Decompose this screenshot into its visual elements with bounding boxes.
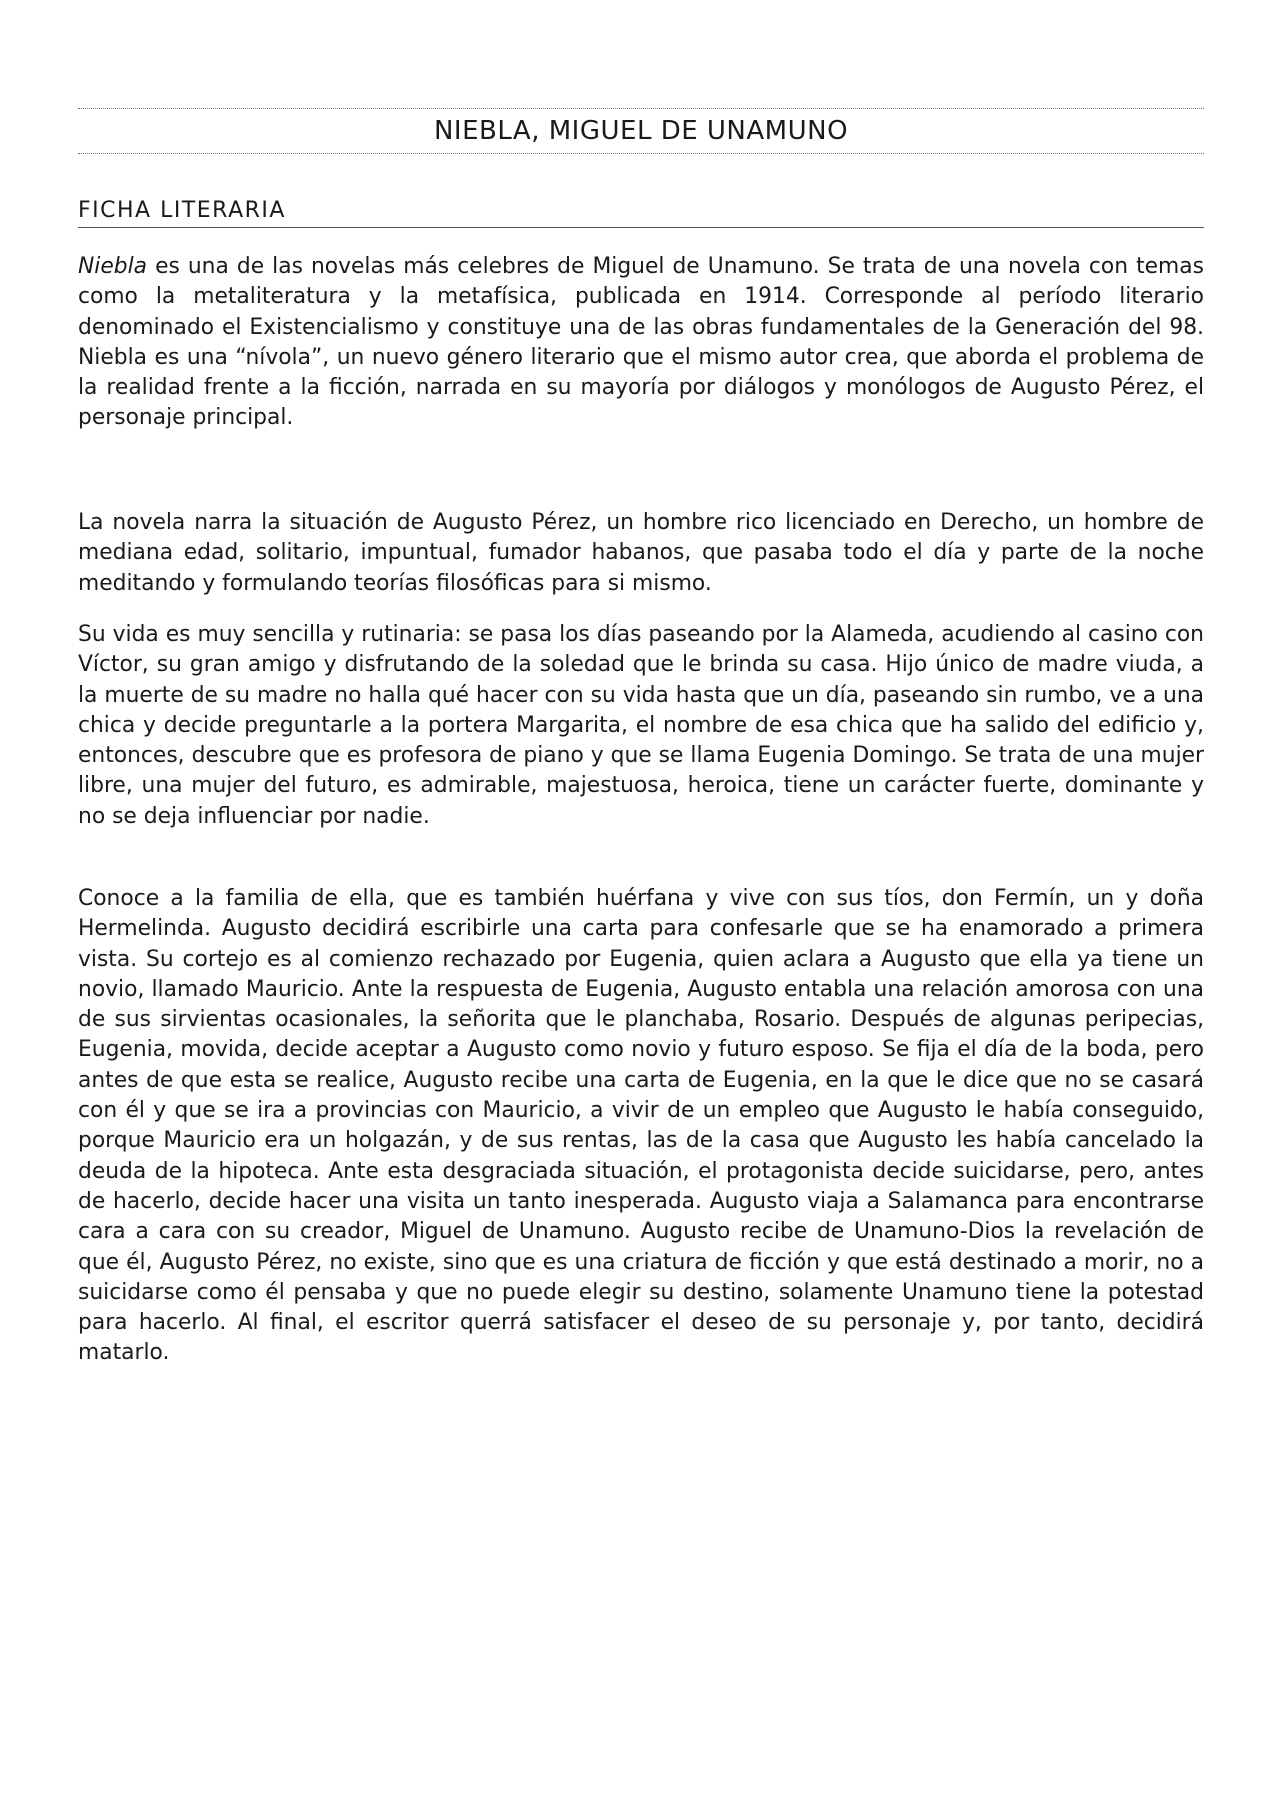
paragraph-plot: Conoce a la familia de ella, que es también huérfana y vive con sus tíos, don Fermín, un y doña Hermelinda. Augusto decidirá escribirle una carta para confesarle que se ha enamorado a primera vista. Su cortejo es al comienzo rechazado por Eugenia, quien aclara a Augusto que ella ya tiene un novio, llamado Mauricio. Ante la respuesta de Eugenia, Augusto entabla una relación amorosa con una de sus sirvientas ocasionales, la señorita que le planchaba, Rosario. Después de algunas peripecias, Eugenia, movida, decide aceptar a Augusto como novio y futuro esposo. Se fija el día de la boda, pero antes de que esta se realice, Augusto recibe una carta de Eugenia, en la que le dice que no se casará con él y que se ira a provincias con Mauricio, a vivir de un empleo que Augusto le había conseguido, porque Mauricio era un holgazán, y de sus rentas, las de la casa que Augusto les había cancelado la deuda de la hipoteca. Ante esta desgraciada situación, el protagonista decide suicidarse, pero, antes de hacerlo, decide hacer una visita un tanto inesperada. Augusto viaja a Salamanca para encontrarse cara a cara con su creador, Miguel de Unamuno. Augusto recibe de Unamuno-Dios la revelación de que él, Augusto Pérez, no existe, sino que es una criatura de ficción y que está destinado a morir, no a suicidarse como él pensaba y que no puede elegir su destino, solamente Unamuno tiene la potestad para hacerlo. Al final, el escritor querrá satisfacer el deseo de su personaje y, por tanto, decidirá matarlo. (78, 886, 1204, 1366)
title-block (78, 108, 1204, 154)
paragraph-intro (78, 252, 1204, 434)
paragraph-intro-text: es una de las novelas más celebres de Miguel de Unamuno. Se trata de una novela con temas como la metaliteratura y la metafísica, publicada en 1914. Corresponde al período literario denominado el Existencialismo y constituye una de las obras fundamentales de la Generación del 98. Niebla es una “nívola”, un nuevo género literario que el mismo autor crea, que aborda el problema de la realidad frente a la ficción, narrada en su mayoría por diálogos y monólogos de Augusto Pérez, el personaje principal. (78, 254, 1204, 431)
book-title-italic: Niebla (78, 254, 148, 279)
paragraph-summary: La novela narra la situación de Augusto Pérez, un hombre rico licenciado en Derecho, un hombre de mediana edad, solitario, impuntual, fumador habanos, que pasaba todo el día y parte de la noche meditando y formulando teorías filosóficas para si mismo. (78, 510, 1204, 596)
document-title: NIEBLA, MIGUEL DE UNAMUNO (433, 116, 849, 146)
section-heading: FICHA LITERARIA (78, 197, 1204, 228)
paragraph-routine: Su vida es muy sencilla y rutinaria: se pasa los días paseando por la Alameda, acudiendo al casino con Víctor, su gran amigo y disfrutando de la soledad que le brinda su casa. Hijo único de madre viuda, a la muerte de su madre no halla qué hacer con su vida hasta que un día, paseando sin rumbo, ve a una chica y decide preguntarle a la portera Margarita, el nombre de esa chica que ha salido del edificio y, entonces, descubre que es profesora de piano y que se llama Eugenia Domingo. Se trata de una mujer libre, una mujer del futuro, es admirable, majestuosa, heroica, tiene un carácter fuerte, dominante y no se deja influenciar por nadie. (78, 622, 1204, 829)
